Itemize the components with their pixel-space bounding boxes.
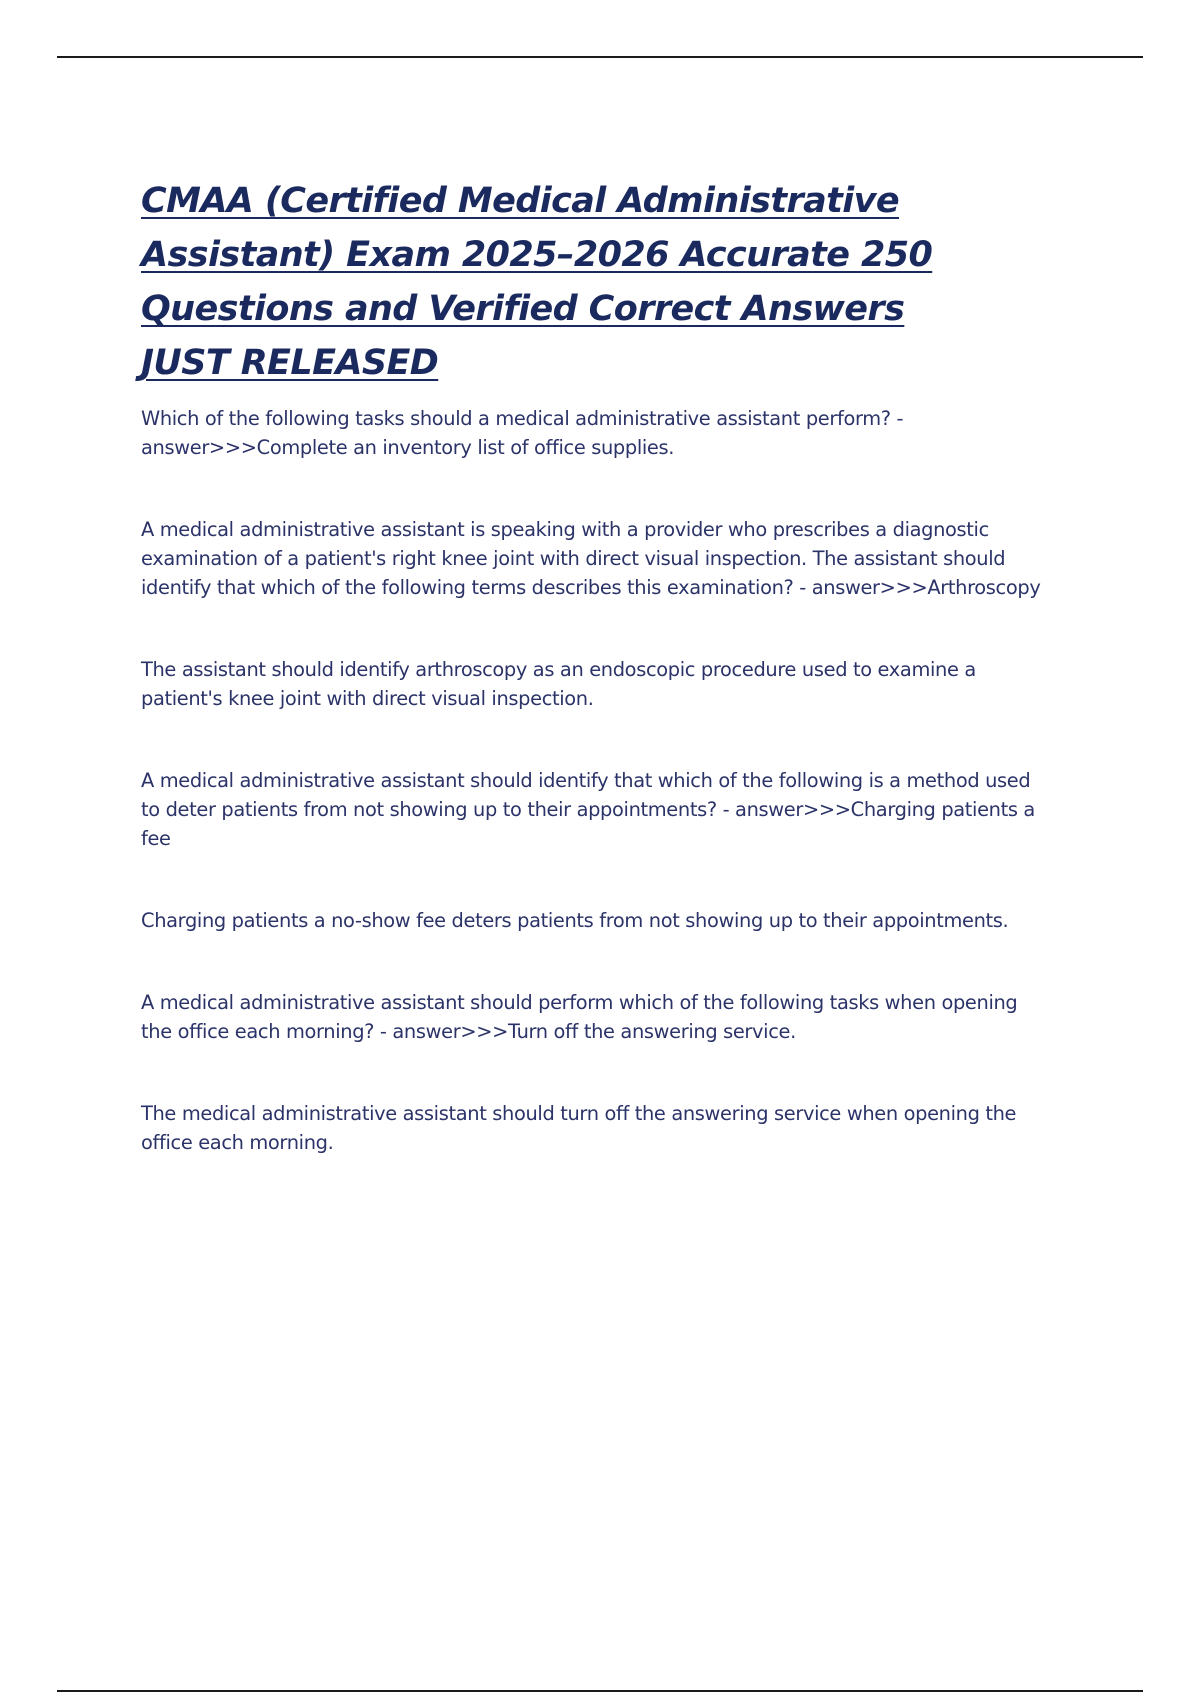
- document-body: [141, 174, 1041, 1210]
- question-4: A medical administrative assistant should perform which of the following tasks when opening the office each morning? - answer>>>Turn off the answering service.: [141, 991, 1018, 1043]
- header-rule: [57, 56, 1143, 58]
- footer-rule: [57, 1690, 1143, 1692]
- document-title: CMAA (Certified Medical Administrative Assistant) Exam 2025–2026 Accurate 250 Questions and Verified Correct Answers JUST RELEASED: [141, 181, 933, 383]
- rationale-2: The assistant should identify arthroscopy as an endoscopic procedure used to examine a patient's knee joint with direct visual inspection.: [141, 658, 976, 710]
- question-2: A medical administrative assistant is speaking with a provider who prescribes a diagnostic examination of a patient's right knee joint with direct visual inspection. The assistant should identify that which of the following terms describes this examination? - answer>>>Arthroscopy: [141, 518, 1041, 599]
- question-1: Which of the following tasks should a medical administrative assistant perform? - answer>>>Complete an inventory list of office supplies.: [141, 407, 904, 459]
- rationale-4: The medical administrative assistant should turn off the answering service when opening the office each morning.: [141, 1102, 1017, 1154]
- qa-list: [141, 404, 1041, 1157]
- question-3: A medical administrative assistant should identify that which of the following is a method used to deter patients from not showing up to their appointments? - answer>>>Charging patients a fee: [141, 769, 1035, 850]
- rationale-3: Charging patients a no-show fee deters patients from not showing up to their appointments.: [141, 909, 1009, 932]
